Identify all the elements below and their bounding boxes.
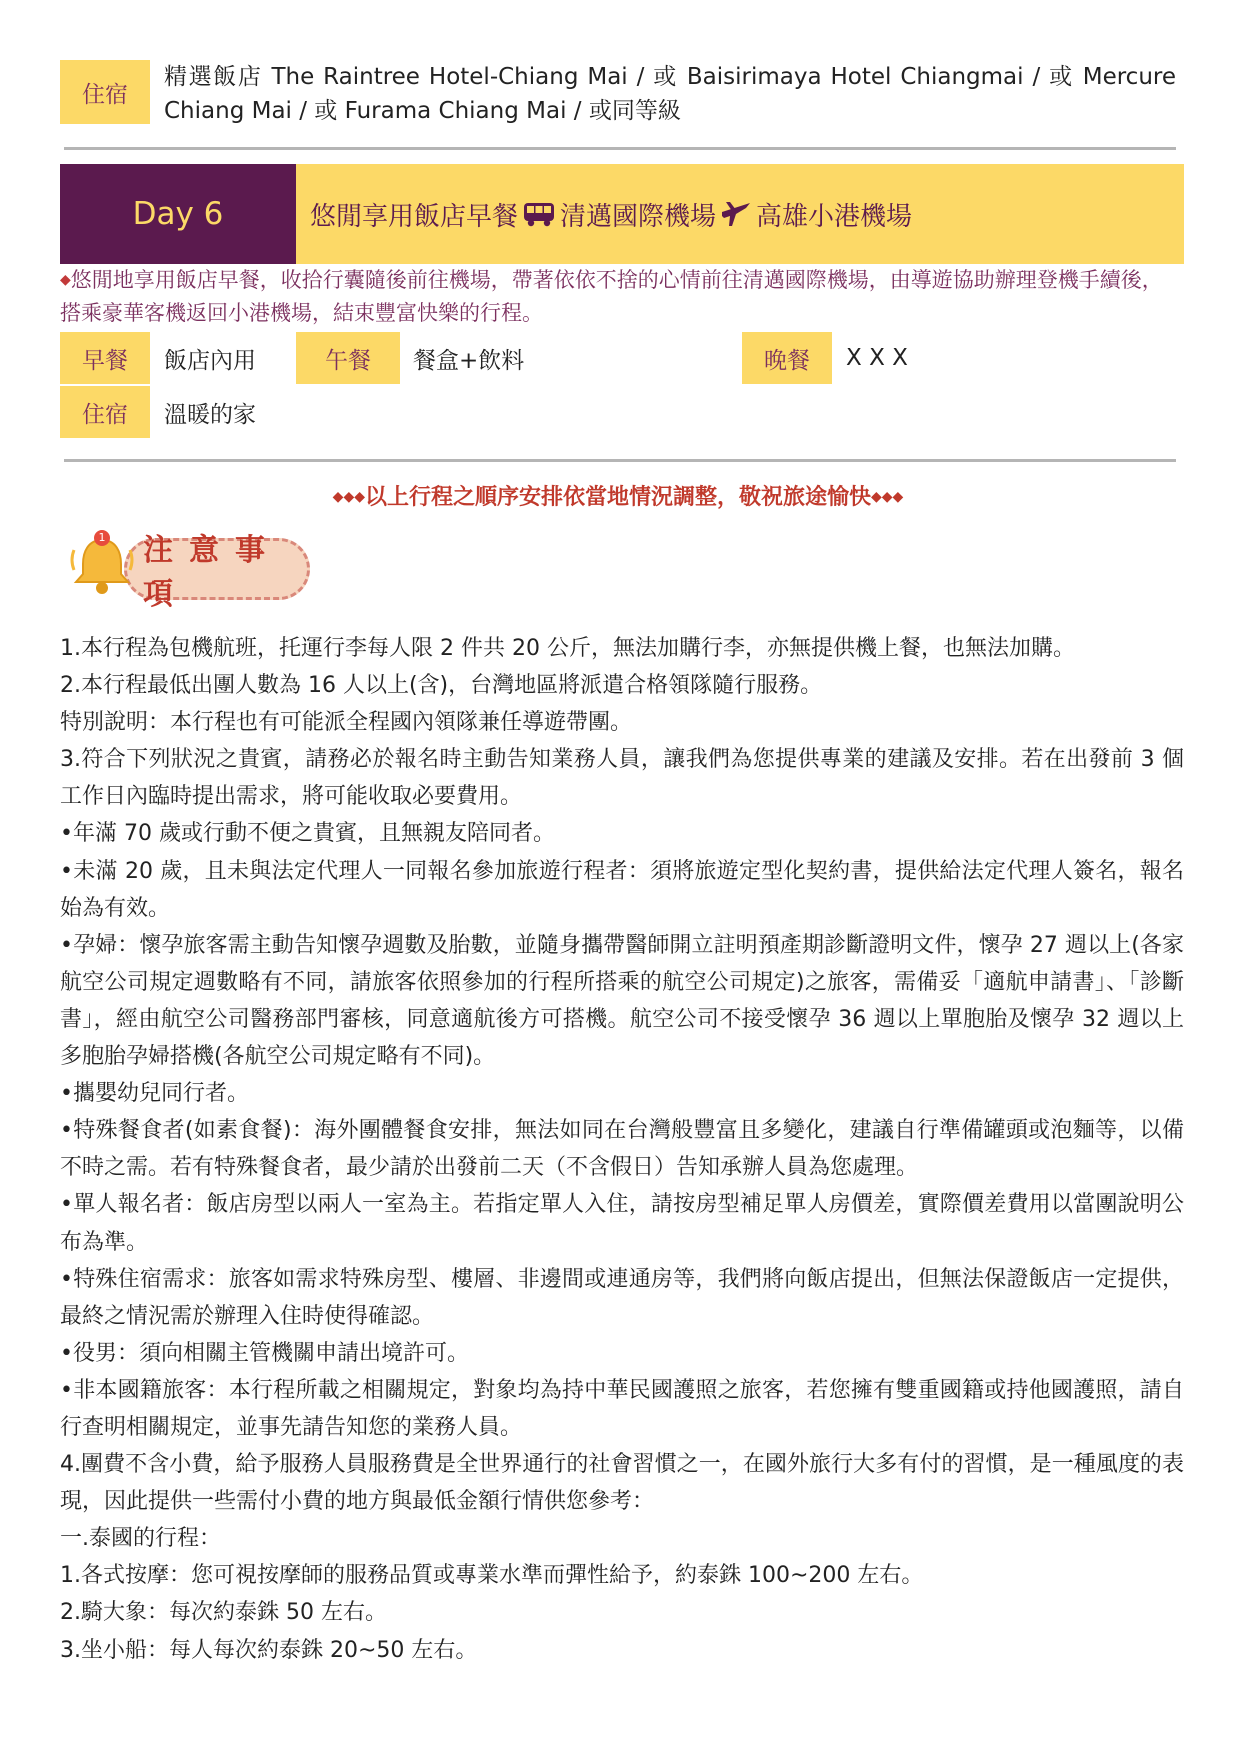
note-item: 2.騎大象：每次約泰銖 50 左右。 (60, 1600, 387, 1626)
itinerary-notice-text: 以上行程之順序安排依當地情況調整，敬祝旅途愉快 (364, 485, 871, 510)
note-item: •特殊住宿需求：旅客如需求特殊房型、樓層、非邊間或連通房等，我們將向飯店提出，但無法保證飯店一定提供，最終之情況需於辦理入住時使得確認。 (60, 1266, 1184, 1329)
note-item: •非本國籍旅客：本行程所載之相關規定，對象均為持中華民國護照之旅客，若您擁有雙重國籍或持他國護照，請自行查明相關規定，並事先請告知您的業務人員。 (60, 1377, 1184, 1440)
note-item: 一.泰國的行程： (60, 1526, 221, 1552)
dinner-value: X X X (846, 345, 908, 371)
divider-top (64, 147, 1176, 150)
breakfast-label-text: 早餐 (82, 347, 128, 374)
route-kaohsiung-airport: 高雄小港機場 (756, 201, 913, 232)
note-item: •特殊餐食者(如素食餐)：海外團體餐食安排，無法如同在台灣般豐富且多變化，建議自行準備罐頭或泡麵等，以備不時之需。若有特殊餐食者，最少請於出發前二天（不含假日）告知承辦人員為您處理。 (60, 1118, 1184, 1181)
note-item: 1.本行程為包機航班，托運行李每人限 2 件共 20 公斤，無法加購行李，亦無提供機上餐，也無法加購。 (60, 636, 1075, 661)
note-item: •單人報名者：飯店房型以兩人一室為主。若指定單人入住，請按房型補足單人房價差，實際價差費用以當團說明公布為準。 (60, 1192, 1184, 1255)
note-item: 4.團費不含小費，給予服務人員服務費是全世界通行的社會習慣之一，在國外旅行大多有付的習慣，是一種風度的表現，因此提供一些需付小費的地方與最低金額行情供您參考： (60, 1452, 1184, 1515)
note-item: •未滿 20 歲，且未與法定代理人一同報名參加旅遊行程者：須將旅遊定型化契約書，提供給法定代理人簽名，報名始為有效。 (60, 858, 1184, 921)
stay-value: 溫暖的家 (164, 401, 256, 428)
bell-count-badge (94, 530, 110, 546)
lunch-label (296, 332, 400, 384)
notes-list (60, 630, 1184, 1669)
bell-count-text: 1 (98, 531, 106, 544)
route-breakfast: 悠閒享用飯店早餐 (310, 201, 519, 232)
notes-badge-title: 注意事項 (143, 533, 281, 612)
breakfast-value: 飯店內用 (164, 347, 256, 374)
note-item: •役男：須向相關主管機關申請出境許可。 (60, 1340, 469, 1366)
note-item: •孕婦：懷孕旅客需主動告知懷孕週數及胎數，並隨身攜帶醫師開立註明預產期診斷證明文件，懷孕 27 週以上(各家航空公司規定週數略有不同，請旅客依照參加的行程所搭乘的航空公司規定)之旅客，需備妥「適航申請書」、「診斷書」，經由航空公司醫務部門審核，同意適航後方可搭機。航空公司不接受懷孕 36 週以上單胞胎及懷孕 32 週以上多胞胎孕婦搭機(各航空公司規定略有不同)。 (60, 932, 1184, 1070)
hotel-label (60, 60, 150, 124)
day-description-text: 悠閒地享用飯店早餐，收拾行囊隨後前往機場，帶著依依不捨的心情前往清邁國際機場，由導遊協助辦理登機手續後，搭乘豪華客機返回小港機場，結束豐富快樂的行程。 (60, 268, 1163, 325)
lunch-value: 餐盒+飲料 (413, 347, 525, 374)
airplane-icon (720, 199, 752, 229)
hotel-label-text: 住宿 (82, 81, 128, 108)
note-item: •年滿 70 歲或行動不便之貴賓，且無親友陪同者。 (60, 821, 555, 847)
dinner-label (742, 332, 832, 384)
notes-badge (124, 533, 310, 612)
bus-icon (522, 200, 556, 228)
note-item: 3.坐小船：每人每次約泰銖 20~50 左右。 (60, 1637, 478, 1663)
day-route (296, 164, 1184, 264)
itinerary-notice (60, 480, 1176, 511)
diamonds-left-icon: ◆◆◆ (332, 489, 365, 505)
diamonds-right-icon: ◆◆◆ (871, 489, 904, 505)
day-label (60, 164, 296, 264)
day-label-text: Day 6 (132, 196, 224, 232)
divider-bottom (64, 459, 1176, 462)
note-item: •攜嬰幼兒同行者。 (60, 1081, 249, 1107)
note-item: 1.各式按摩：您可視按摩師的服務品質或專業水準而彈性給予，約泰銖 100~200 左右。 (60, 1563, 924, 1589)
diamond-icon: ◆ (60, 272, 71, 288)
day-description (60, 264, 1176, 330)
stay-label-text: 住宿 (82, 401, 128, 428)
note-item: 特別說明：本行程也有可能派全程國內領隊兼任導遊帶團。 (60, 710, 633, 736)
lunch-label-text: 午餐 (325, 347, 371, 374)
note-item: 2.本行程最低出團人數為 16 人以上(含)，台灣地區將派遣合格領隊隨行服務。 (60, 673, 823, 699)
breakfast-label (60, 332, 150, 384)
dinner-label-text: 晚餐 (764, 347, 810, 374)
hotel-options: 精選飯店 The Raintree Hotel-Chiang Mai / 或 Baisirimaya Hotel Chiangmai / 或 Mercure Chiang Mai / 或 Furama Chiang Mai / 或同等級 (164, 64, 1176, 124)
note-item: 3.符合下列狀況之貴賓，請務必於報名時主動告知業務人員，讓我們為您提供專業的建議及安排。若在出發前 3 個工作日內臨時提出需求，將可能收取必要費用。 (60, 747, 1184, 810)
stay-label (60, 386, 150, 438)
route-chiangmai-airport: 清邁國際機場 (560, 201, 717, 232)
